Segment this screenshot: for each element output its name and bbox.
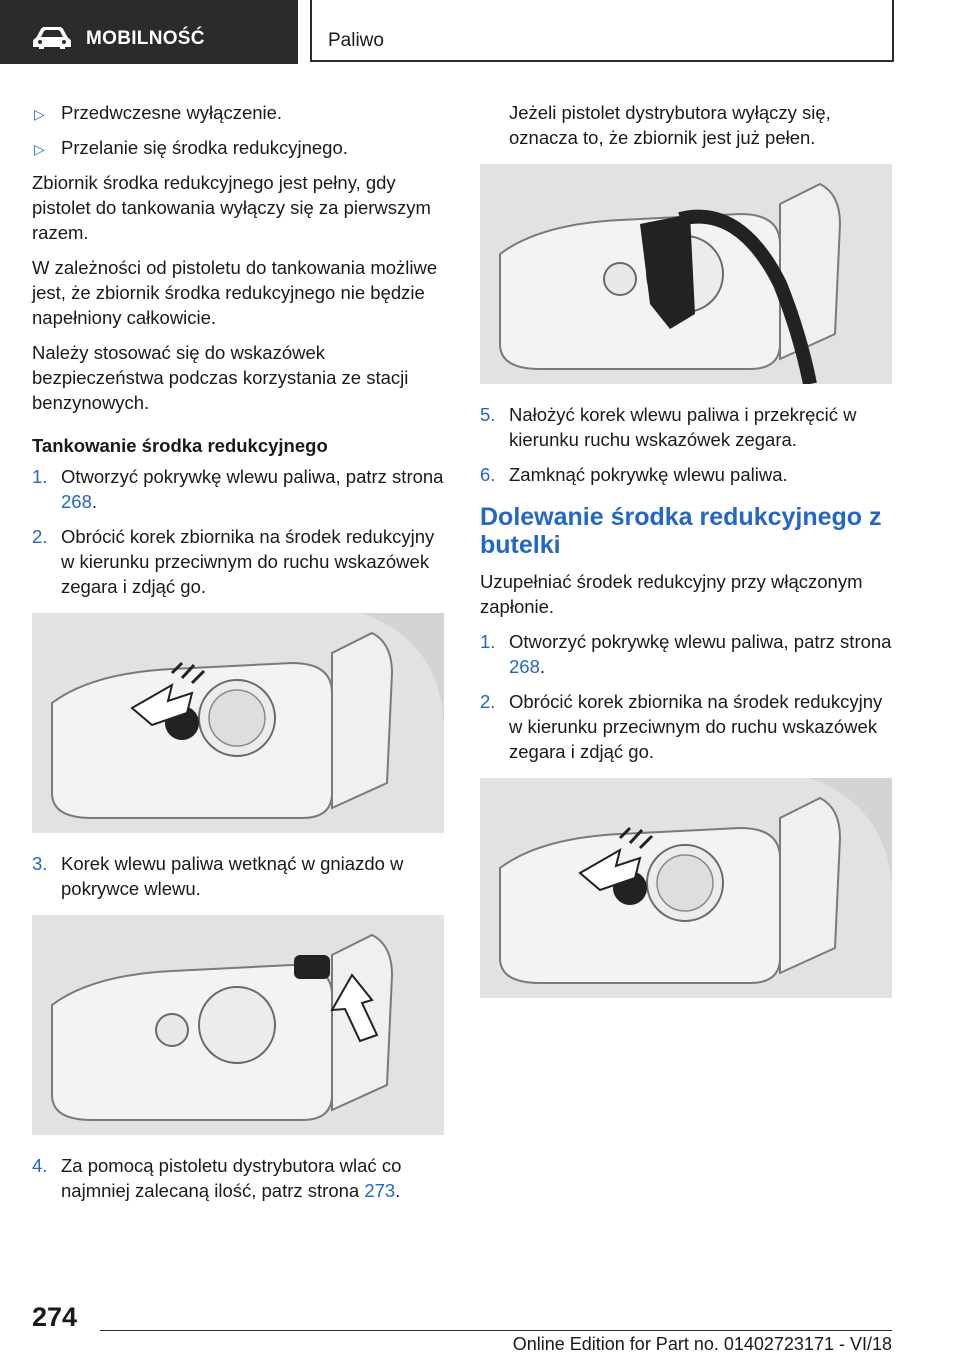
step-item: [480, 462, 892, 487]
illustration-nozzle: [480, 164, 892, 384]
illustration-cap-removal-bottle: [480, 778, 892, 998]
left-column: [32, 100, 444, 1213]
step-item: [32, 464, 444, 514]
step-number: 2.: [480, 691, 496, 712]
step-text: Korek wlewu paliwa wetknąć w gniazdo w pokrywce wlewu.: [61, 853, 404, 899]
step-text: Obrócić korek zbiornika na środek redukcyjny w kierunku przeciwnym do ruchu wskazówek zegara i zdjąć go.: [509, 691, 883, 762]
step-item: [480, 629, 892, 679]
page-link-273[interactable]: 273: [364, 1180, 396, 1201]
section-label: MOBILNOŚĆ: [86, 28, 205, 49]
bullet-text: Przedwczesne wyłączenie.: [61, 102, 283, 123]
step-item: [480, 402, 892, 452]
footer-divider: [100, 1330, 892, 1331]
step-number: 4.: [32, 1155, 48, 1176]
list-item: [32, 135, 444, 160]
triangle-right-icon: ▷: [34, 141, 45, 157]
step-item: [32, 524, 444, 599]
step-number: 2.: [32, 526, 48, 547]
step-item: [32, 851, 444, 901]
step-text-end: .: [395, 1180, 401, 1201]
page-link-268[interactable]: 268: [509, 656, 540, 677]
step-text-end: .: [539, 656, 546, 677]
header-section-tab: [0, 0, 298, 64]
step-number: 5.: [480, 404, 496, 425]
paragraph-safety: Należy stosować się do wskazówek bezpieczeństwa podczas korzystania ze stacji benzynowych.: [32, 342, 409, 413]
chapter-label: Paliwo: [328, 30, 384, 51]
step-text: Za pomocą pistoletu dystrybutora wlać co najmniej zalecaną ilość, patrz strona: [61, 1155, 402, 1201]
paragraph-nozzle-off: Jeżeli pistolet dystrybutora wyłączy się, oznacza to, że zbiornik jest już pełen.: [509, 102, 831, 148]
section-heading-bottle: Dolewanie środka redukcyjnego z butelki: [480, 503, 882, 559]
page-number: 274: [32, 1302, 78, 1332]
step-number: 1.: [480, 631, 496, 652]
illustration-cap-holder: [32, 915, 444, 1135]
paragraph-tank-full: Zbiornik środka redukcyjnego jest pełny, gdy pistolet do tankowania wyłączy się za pierwszym razem.: [32, 172, 431, 243]
step-number: 1.: [32, 466, 48, 487]
step-item: [32, 1153, 444, 1203]
step-text: Nałożyć korek wlewu paliwa i przekręcić w kierunku ruchu wskazówek zegara.: [509, 404, 857, 450]
paragraph-ignition: Uzupełniać środek redukcyjny przy włączonym zapłonie.: [480, 571, 863, 617]
footer-edition: Online Edition for Part no. 01402723171 - VI/18: [512, 1334, 892, 1354]
step-item: [480, 689, 892, 764]
header-chapter-box: [310, 0, 894, 62]
right-column: [480, 100, 892, 1016]
step-text: Obrócić korek zbiornika na środek redukcyjny w kierunku przeciwnym do ruchu wskazówek zegara i zdjąć go.: [61, 526, 435, 597]
step-number: 6.: [480, 464, 496, 485]
bullet-text: Przelanie się środka redukcyjnego.: [61, 137, 348, 158]
car-icon: [32, 26, 72, 50]
step-number: 3.: [32, 853, 48, 874]
step-text: Otworzyć pokrywkę wlewu paliwa, patrz strona: [509, 631, 892, 652]
subheading-refuel: Tankowanie środka redukcyjnego: [32, 435, 328, 456]
triangle-right-icon: ▷: [34, 106, 45, 122]
paragraph-nozzle: W zależności od pistoletu do tankowania możliwe jest, że zbiornik środka redukcyjnego nie będzie napełniony całkowicie.: [32, 257, 438, 328]
illustration-cap-removal: [32, 613, 444, 833]
step-text-end: .: [91, 491, 98, 512]
list-item: [32, 100, 444, 125]
step-text: Otworzyć pokrywkę wlewu paliwa, patrz strona: [61, 466, 444, 487]
page-link-268[interactable]: 268: [61, 491, 92, 512]
step-text: Zamknąć pokrywkę wlewu paliwa.: [509, 464, 788, 485]
